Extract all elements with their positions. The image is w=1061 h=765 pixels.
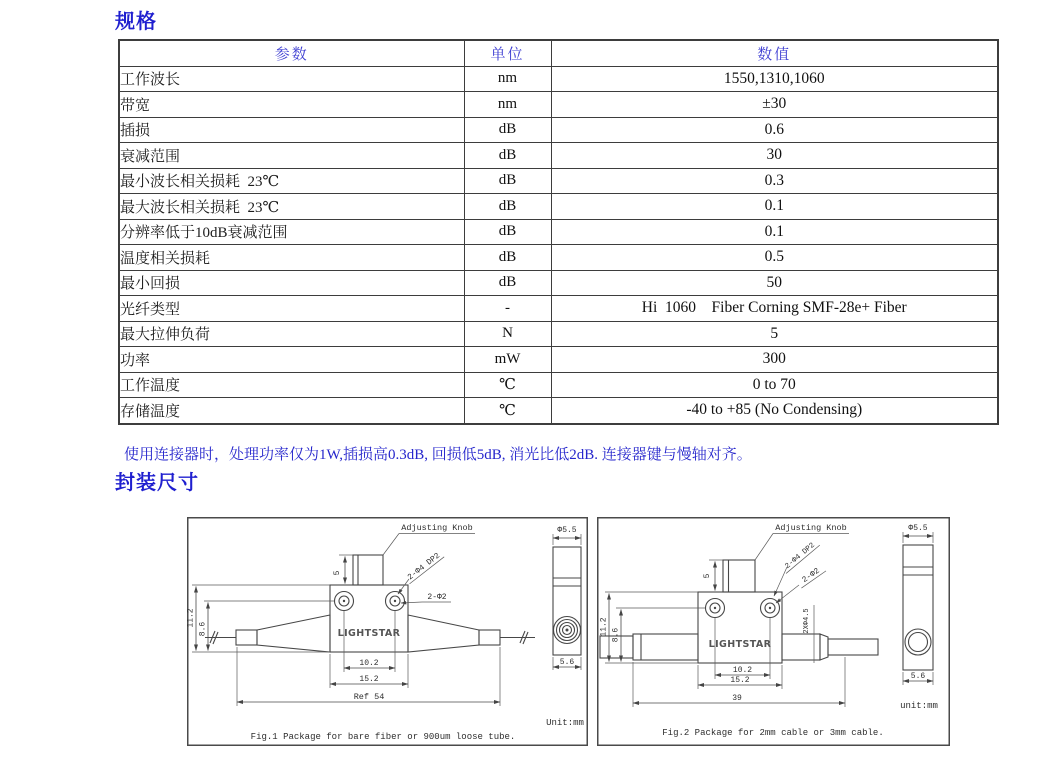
fig2-knob-label: Adjusting Knob <box>775 523 847 533</box>
spec-row <box>119 92 998 118</box>
unit-cell: dB <box>464 194 551 220</box>
fig2-dim-overall: 39 <box>732 694 742 703</box>
param-cell: 最小波长相关损耗 23℃ <box>119 168 464 194</box>
param-header: 参数 <box>119 40 464 66</box>
fig1-dim-end-diameter: Φ5.5 <box>557 526 577 535</box>
spec-row <box>119 347 998 373</box>
figure2-drawing <box>597 517 950 751</box>
spec-row <box>119 398 998 424</box>
value-cell: 1550,1310,1060 <box>551 66 998 92</box>
fig2-counterbore-label: 2-Φ4 DP2 <box>783 541 817 571</box>
fig1-counterbore-label: 2-Φ4 DP2 <box>406 551 442 583</box>
spec-row <box>119 168 998 194</box>
value-cell: 50 <box>551 270 998 296</box>
specs-section-title: 规格 <box>115 11 157 33</box>
unit-cell: dB <box>464 117 551 143</box>
unit-cell: dB <box>464 168 551 194</box>
fig1-through-hole-label: 2-Φ2 <box>427 593 447 602</box>
fig1-dim-height-inner: 8.6 <box>198 621 208 637</box>
fig2-dim-knob-height: 5 <box>703 573 712 579</box>
unit-cell: nm <box>464 92 551 118</box>
value-cell: 0 to 70 <box>551 372 998 398</box>
spec-row <box>119 270 998 296</box>
fig1-dim-overall: Ref 54 <box>353 692 385 702</box>
fig2-counterbore-depth-label: 2XΦ4.5 <box>803 608 811 634</box>
param-cell: 光纤类型 <box>119 296 464 322</box>
value-cell: Hi 1060 Fiber Corning SMF-28e+ Fiber <box>551 296 998 322</box>
spec-row <box>119 66 998 92</box>
fig1-body-label: LIGHTSTAR <box>337 628 401 639</box>
fig1-dim-end-width: 5.6 <box>559 658 575 667</box>
fig2-dim-height-inner: 8.6 <box>611 627 621 643</box>
fig1-end-view <box>553 526 581 670</box>
spec-row <box>119 372 998 398</box>
fig1-knob-label: Adjusting Knob <box>401 523 473 533</box>
spec-row <box>119 117 998 143</box>
unit-cell: ℃ <box>464 398 551 424</box>
fig2-annotations <box>600 523 850 707</box>
value-cell: 30 <box>551 143 998 169</box>
unit-cell: mW <box>464 347 551 373</box>
fig1-dim-knob-height: 5 <box>333 570 342 576</box>
spec-row <box>119 219 998 245</box>
spec-table <box>118 39 999 425</box>
param-cell: 最大波长相关损耗 23℃ <box>119 194 464 220</box>
spec-row <box>119 321 998 347</box>
fig1-unit-label: Unit:mm <box>546 718 584 728</box>
spec-row <box>119 143 998 169</box>
fig1-dim-height-outer: 11.2 <box>187 608 196 628</box>
fig2-body-group <box>600 560 878 663</box>
value-cell: 5 <box>551 321 998 347</box>
fig1-caption: Fig.1 Package for bare fiber or 900um loose tube. <box>250 732 516 742</box>
fig2-unit-label: unit:mm <box>900 701 938 711</box>
spec-row <box>119 194 998 220</box>
param-cell: 温度相关损耗 <box>119 245 464 271</box>
spec-row <box>119 245 998 271</box>
param-cell: 工作温度 <box>119 372 464 398</box>
fig1-annotations <box>187 523 500 706</box>
value-cell: 0.5 <box>551 245 998 271</box>
unit-cell: nm <box>464 66 551 92</box>
value-cell: ±30 <box>551 92 998 118</box>
unit-header: 单位 <box>464 40 551 66</box>
figure1-drawing <box>187 517 588 751</box>
value-cell: 300 <box>551 347 998 373</box>
value-cell: 0.3 <box>551 168 998 194</box>
param-cell: 衰减范围 <box>119 143 464 169</box>
value-cell: 0.6 <box>551 117 998 143</box>
param-cell: 工作波长 <box>119 66 464 92</box>
fig1-dim-holes-spacing: 10.2 <box>359 659 379 668</box>
fig2-end-view <box>903 524 933 685</box>
value-cell: 0.1 <box>551 219 998 245</box>
param-cell: 分辨率低于10dB衰减范围 <box>119 219 464 245</box>
fig1-dim-body-width: 15.2 <box>359 675 379 684</box>
unit-cell: dB <box>464 143 551 169</box>
fig2-dim-holes-spacing: 10.2 <box>732 666 753 675</box>
param-cell: 插损 <box>119 117 464 143</box>
connector-footnote: 使用连接器时，处理功率仅为1W,插损高0.3dB, 回损低5dB, 消光比低2dB. 连接器键与慢轴对齐。 <box>124 447 752 463</box>
param-cell: 最小回损 <box>119 270 464 296</box>
fig2-through-hole-label: 2-Φ2 <box>800 566 822 585</box>
unit-cell: dB <box>464 219 551 245</box>
param-cell: 带宽 <box>119 92 464 118</box>
param-cell: 存储温度 <box>119 398 464 424</box>
value-cell: -40 to +85 (No Condensing) <box>551 398 998 424</box>
unit-cell: - <box>464 296 551 322</box>
value-header: 数值 <box>551 40 998 66</box>
unit-cell: ℃ <box>464 372 551 398</box>
fig2-dim-body-width: 15.2 <box>730 676 750 685</box>
fig2-dim-end-diameter: Φ5.5 <box>908 524 928 533</box>
unit-cell: dB <box>464 270 551 296</box>
fig2-caption: Fig.2 Package for 2mm cable or 3mm cable. <box>662 728 884 738</box>
param-cell: 最大拉伸负荷 <box>119 321 464 347</box>
param-cell: 功率 <box>119 347 464 373</box>
package-section-title: 封装尺寸 <box>115 472 199 494</box>
unit-cell: dB <box>464 245 551 271</box>
fig2-body-label: LIGHTSTAR <box>708 639 772 650</box>
fig1-svg <box>187 517 588 746</box>
fig1-body-group <box>205 555 535 652</box>
fig2-svg <box>597 517 950 746</box>
spec-header-row <box>119 40 998 66</box>
unit-cell: N <box>464 321 551 347</box>
value-cell: 0.1 <box>551 194 998 220</box>
fig2-dim-end-width: 5.6 <box>910 672 926 681</box>
spec-row <box>119 296 998 322</box>
fig2-border <box>598 518 950 746</box>
fig2-dim-height-outer: 11.2 <box>599 617 609 637</box>
